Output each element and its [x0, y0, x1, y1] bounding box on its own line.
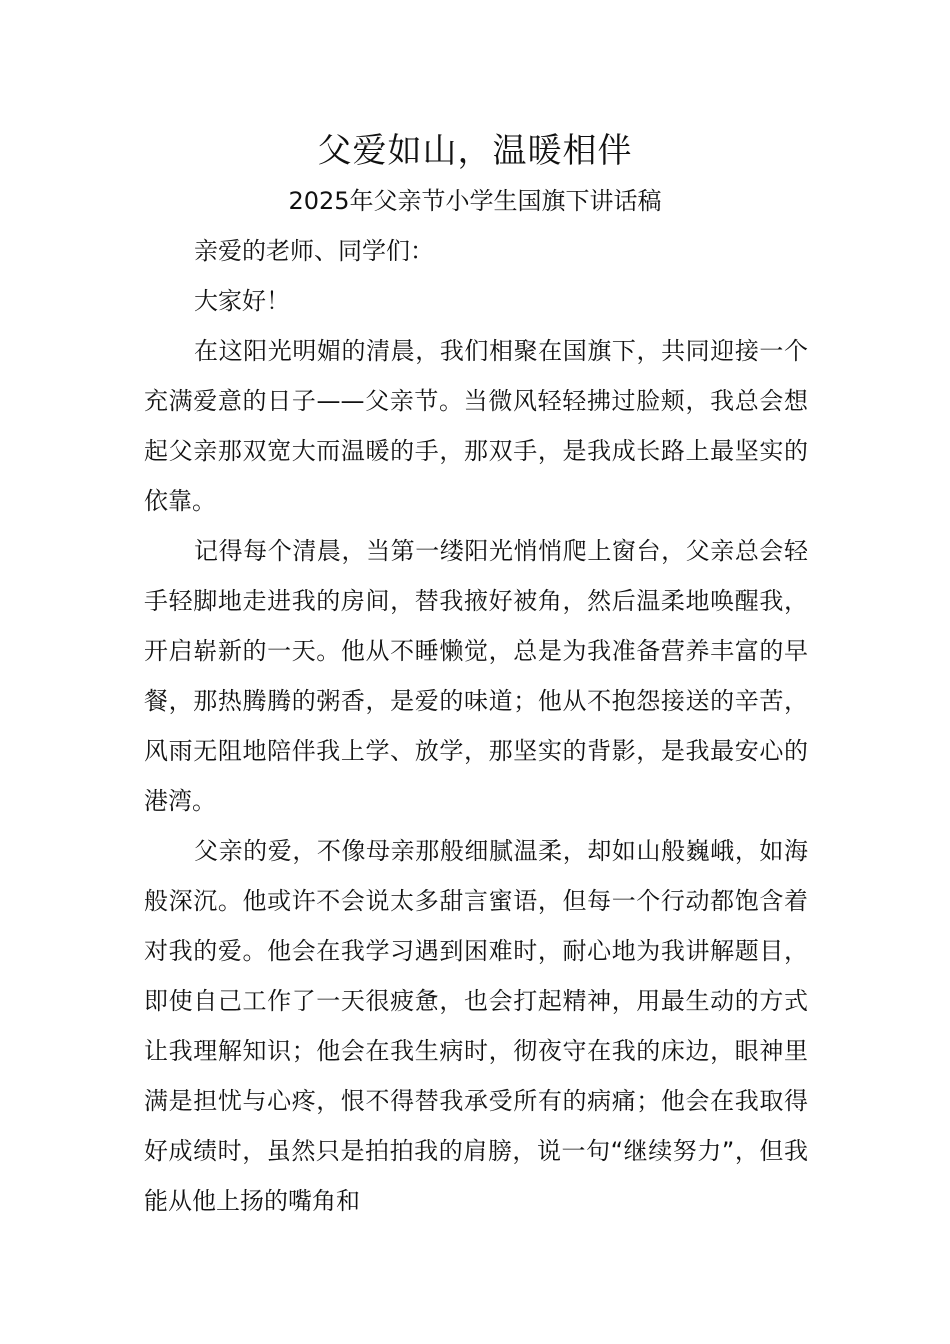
document-title: 父爱如山，温暖相伴 — [317, 131, 633, 171]
body-paragraph: 在这阳光明媚的清晨，我们相聚在国旗下，共同迎接一个充满爱意的日子——父亲节。当微风轻轻拂过脸颊，我总会想起父亲那双宽大而温暖的手，那双手，是我成长路上最坚实的依靠。 — [144, 337, 808, 515]
document-body — [144, 226, 808, 1226]
body-paragraph: 父亲的爱，不像母亲那般细腻温柔，却如山般巍峨，如海般深沉。他或许不会说太多甜言蜜语，但每一个行动都饱含着对我的爱。他会在我学习遇到困难时，耐心地为我讲解题目，即使自己工作了一天很疲惫，也会打起精神，用最生动的方式让我理解知识；他会在我生病时，彻夜守在我的床边，眼神里满是担忧与心疼，恨不得替我承受所有的病痛；他会在我取得好成绩时，虽然只是拍拍我的肩膀，说一句“继续努力”，但我能从他上扬的嘴角和 — [144, 837, 808, 1215]
document-subtitle: 2025年父亲节小学生国旗下讲话稿 — [288, 187, 662, 215]
greeting-paragraph: 亲爱的老师、同学们： — [194, 237, 434, 265]
body-paragraph: 记得每个清晨，当第一缕阳光悄悄爬上窗台，父亲总会轻手轻脚地走进我的房间，替我掖好被角，然后温柔地唤醒我，开启崭新的一天。他从不睡懒觉，总是为我准备营养丰富的早餐，那热腾腾的粥香，是爱的味道；他从不抱怨接送的辛苦，风雨无阻地陪伴我上学、放学，那坚实的背影，是我最安心的港湾。 — [144, 537, 808, 815]
salutation-paragraph: 大家好！ — [194, 287, 290, 315]
